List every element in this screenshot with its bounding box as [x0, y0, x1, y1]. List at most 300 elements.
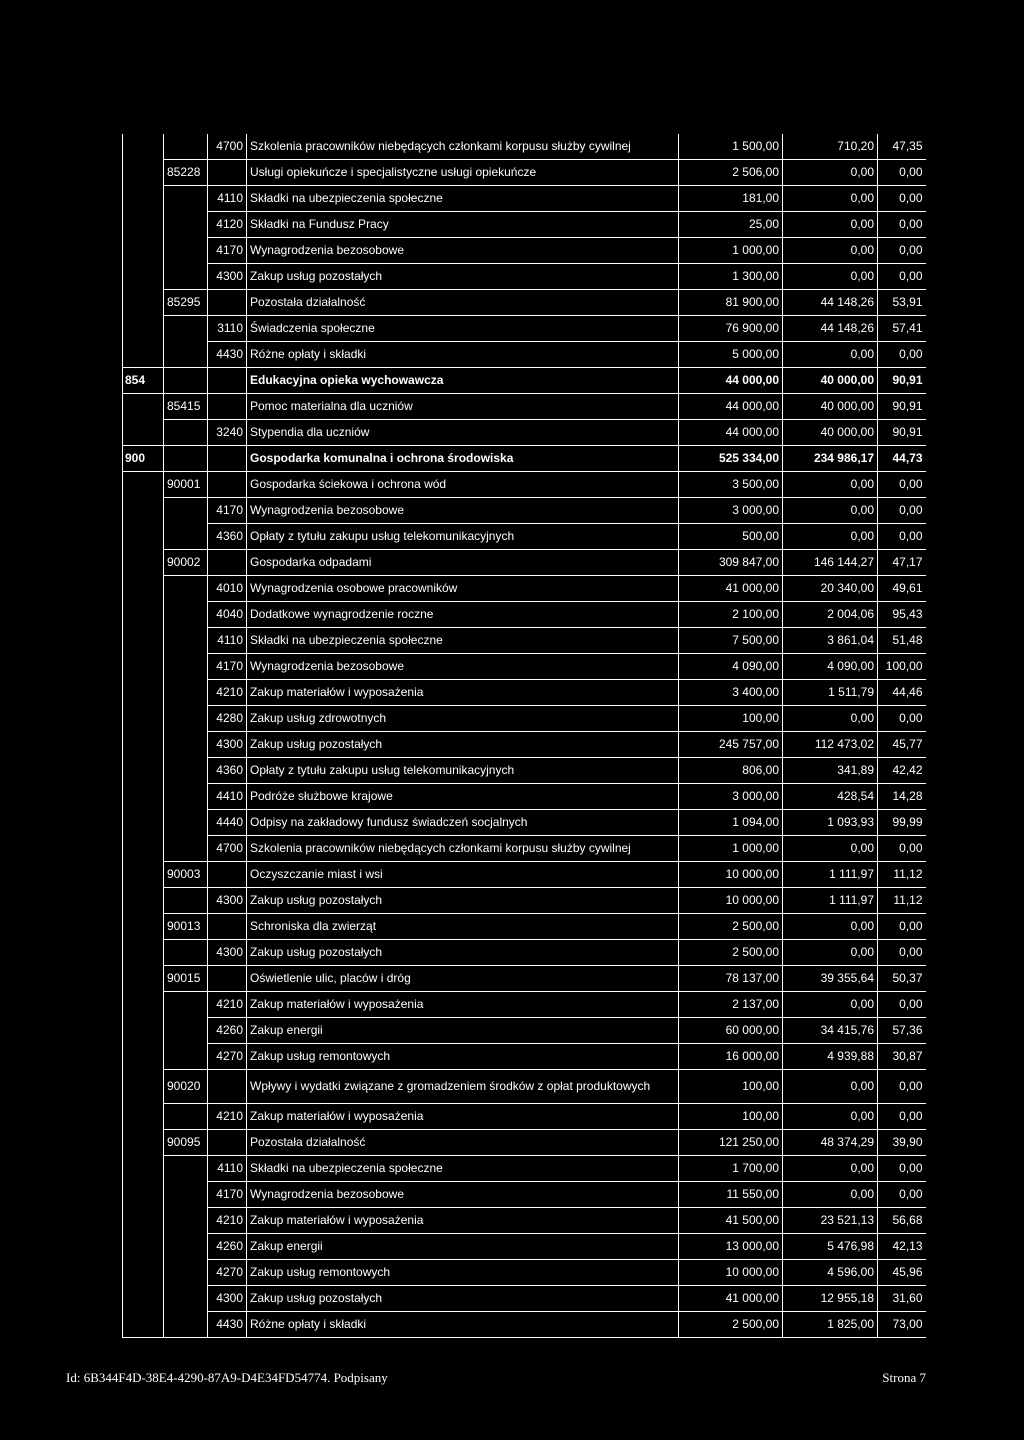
execution-cell: 0,00 [783, 524, 878, 550]
table-row [123, 1260, 926, 1286]
percent-cell: 44,73 [878, 446, 926, 472]
name-cell: Zakup energii [247, 1018, 679, 1044]
rozdzial-cell: 90003 [164, 862, 208, 888]
execution-cell: 0,00 [783, 992, 878, 1018]
name-cell: Zakup usług pozostałych [247, 1286, 679, 1312]
name-cell: Szkolenia pracowników niebędących członkami korpusu służby cywilnej [247, 134, 679, 160]
dzial-cell [123, 680, 164, 706]
chapter-row [123, 160, 926, 186]
percent-cell: 0,00 [878, 472, 926, 498]
percent-cell: 45,96 [878, 1260, 926, 1286]
table-row [123, 836, 926, 862]
plan-cell: 2 506,00 [679, 160, 783, 186]
dzial-cell [123, 290, 164, 316]
execution-cell: 0,00 [783, 472, 878, 498]
dzial-cell [123, 1130, 164, 1156]
dzial-cell [123, 862, 164, 888]
table-row [123, 576, 926, 602]
plan-cell: 806,00 [679, 758, 783, 784]
execution-cell: 40 000,00 [783, 394, 878, 420]
name-cell: Składki na ubezpieczenia społeczne [247, 628, 679, 654]
name-cell: Opłaty z tytułu zakupu usług telekomunikacyjnych [247, 524, 679, 550]
paragraf-cell: 4110 [208, 628, 247, 654]
rozdzial-cell: 85415 [164, 394, 208, 420]
percent-cell: 0,00 [878, 914, 926, 940]
page-number: Strona 7 [882, 1370, 926, 1385]
plan-cell: 44 000,00 [679, 420, 783, 446]
paragraf-cell: 4270 [208, 1260, 247, 1286]
percent-cell: 95,43 [878, 602, 926, 628]
dzial-cell [123, 212, 164, 238]
name-cell: Szkolenia pracowników niebędących członkami korpusu służby cywilnej [247, 836, 679, 862]
execution-cell: 39 355,64 [783, 966, 878, 992]
execution-cell: 0,00 [783, 914, 878, 940]
rozdzial-cell: 85228 [164, 160, 208, 186]
name-cell: Opłaty z tytułu zakupu usług telekomunikacyjnych [247, 758, 679, 784]
paragraf-cell: 4300 [208, 888, 247, 914]
percent-cell: 0,00 [878, 940, 926, 966]
rozdzial-cell [164, 316, 208, 342]
dzial-cell [123, 1104, 164, 1130]
rozdzial-cell: 90001 [164, 472, 208, 498]
rozdzial-cell [164, 784, 208, 810]
dzial-cell [123, 342, 164, 368]
budget-table [122, 134, 926, 1338]
dzial-cell [123, 1182, 164, 1208]
paragraf-cell [208, 394, 247, 420]
rozdzial-cell [164, 368, 208, 394]
rozdzial-cell [164, 940, 208, 966]
chapter-row [123, 1130, 926, 1156]
rozdzial-cell [164, 602, 208, 628]
execution-cell: 0,00 [783, 940, 878, 966]
chapter-row [123, 862, 926, 888]
paragraf-cell [208, 160, 247, 186]
execution-cell: 12 955,18 [783, 1286, 878, 1312]
plan-cell: 3 000,00 [679, 784, 783, 810]
dzial-cell [123, 914, 164, 940]
name-cell: Zakup usług remontowych [247, 1044, 679, 1070]
paragraf-cell: 4210 [208, 1104, 247, 1130]
name-cell: Schroniska dla zwierząt [247, 914, 679, 940]
execution-cell: 0,00 [783, 706, 878, 732]
name-cell: Zakup materiałów i wyposażenia [247, 992, 679, 1018]
paragraf-cell [208, 1070, 247, 1104]
paragraf-cell: 4300 [208, 1286, 247, 1312]
name-cell: Różne opłaty i składki [247, 1312, 679, 1338]
name-cell: Wynagrodzenia bezosobowe [247, 238, 679, 264]
dzial-cell [123, 1018, 164, 1044]
plan-cell: 44 000,00 [679, 394, 783, 420]
rozdzial-cell [164, 342, 208, 368]
percent-cell: 39,90 [878, 1130, 926, 1156]
name-cell: Składki na Fundusz Pracy [247, 212, 679, 238]
dzial-cell [123, 1156, 164, 1182]
rozdzial-cell [164, 888, 208, 914]
percent-cell: 56,68 [878, 1208, 926, 1234]
rozdzial-cell [164, 628, 208, 654]
plan-cell: 309 847,00 [679, 550, 783, 576]
chapter-row [123, 290, 926, 316]
paragraf-cell: 4040 [208, 602, 247, 628]
percent-cell: 0,00 [878, 186, 926, 212]
percent-cell: 100,00 [878, 654, 926, 680]
paragraf-cell: 4280 [208, 706, 247, 732]
table-row [123, 1208, 926, 1234]
name-cell: Zakup energii [247, 1234, 679, 1260]
plan-cell: 78 137,00 [679, 966, 783, 992]
execution-cell: 146 144,27 [783, 550, 878, 576]
plan-cell: 3 400,00 [679, 680, 783, 706]
percent-cell: 0,00 [878, 342, 926, 368]
paragraf-cell: 4170 [208, 1182, 247, 1208]
dzial-cell [123, 394, 164, 420]
rozdzial-cell: 90013 [164, 914, 208, 940]
plan-cell: 2 500,00 [679, 1312, 783, 1338]
execution-cell: 48 374,29 [783, 1130, 878, 1156]
plan-cell: 5 000,00 [679, 342, 783, 368]
dzial-cell [123, 550, 164, 576]
name-cell: Edukacyjna opieka wychowawcza [247, 368, 679, 394]
paragraf-cell [208, 966, 247, 992]
execution-cell: 40 000,00 [783, 368, 878, 394]
name-cell: Różne opłaty i składki [247, 342, 679, 368]
table-row [123, 810, 926, 836]
name-cell: Pomoc materialna dla uczniów [247, 394, 679, 420]
dzial-cell [123, 1286, 164, 1312]
name-cell: Usługi opiekuńcze i specjalistyczne usługi opiekuńcze [247, 160, 679, 186]
table-row [123, 264, 926, 290]
chapter-row [123, 914, 926, 940]
rozdzial-cell [164, 446, 208, 472]
dzial-cell [123, 498, 164, 524]
rozdzial-cell [164, 420, 208, 446]
paragraf-cell: 4110 [208, 186, 247, 212]
execution-cell: 4 939,88 [783, 1044, 878, 1070]
percent-cell: 49,61 [878, 576, 926, 602]
dzial-cell [123, 940, 164, 966]
plan-cell: 245 757,00 [679, 732, 783, 758]
plan-cell: 100,00 [679, 1104, 783, 1130]
table-row [123, 706, 926, 732]
name-cell: Stypendia dla uczniów [247, 420, 679, 446]
section-row [123, 446, 926, 472]
name-cell: Wynagrodzenia bezosobowe [247, 654, 679, 680]
paragraf-cell: 4300 [208, 264, 247, 290]
plan-cell: 100,00 [679, 706, 783, 732]
paragraf-cell: 4270 [208, 1044, 247, 1070]
name-cell: Oczyszczanie miast i wsi [247, 862, 679, 888]
plan-cell: 3 500,00 [679, 472, 783, 498]
chapter-row [123, 1070, 926, 1104]
table-row [123, 758, 926, 784]
execution-cell: 112 473,02 [783, 732, 878, 758]
paragraf-cell: 4300 [208, 940, 247, 966]
table-row [123, 1044, 926, 1070]
paragraf-cell [208, 472, 247, 498]
paragraf-cell: 4210 [208, 992, 247, 1018]
rozdzial-cell [164, 1234, 208, 1260]
execution-cell: 428,54 [783, 784, 878, 810]
name-cell: Zakup usług pozostałych [247, 732, 679, 758]
percent-cell: 0,00 [878, 160, 926, 186]
execution-cell: 2 004,06 [783, 602, 878, 628]
percent-cell: 51,48 [878, 628, 926, 654]
dzial-cell [123, 1070, 164, 1104]
execution-cell: 0,00 [783, 238, 878, 264]
paragraf-cell: 4430 [208, 342, 247, 368]
execution-cell: 34 415,76 [783, 1018, 878, 1044]
paragraf-cell [208, 290, 247, 316]
paragraf-cell: 4170 [208, 654, 247, 680]
rozdzial-cell [164, 1104, 208, 1130]
plan-cell: 1 000,00 [679, 238, 783, 264]
dzial-cell [123, 186, 164, 212]
plan-cell: 11 550,00 [679, 1182, 783, 1208]
paragraf-cell [208, 1130, 247, 1156]
table-row [123, 1286, 926, 1312]
execution-cell: 1 111,97 [783, 862, 878, 888]
rozdzial-cell [164, 758, 208, 784]
execution-cell: 0,00 [783, 1182, 878, 1208]
paragraf-cell: 4700 [208, 134, 247, 160]
plan-cell: 81 900,00 [679, 290, 783, 316]
rozdzial-cell [164, 992, 208, 1018]
plan-cell: 121 250,00 [679, 1130, 783, 1156]
rozdzial-cell [164, 1156, 208, 1182]
percent-cell: 11,12 [878, 888, 926, 914]
name-cell: Wpływy i wydatki związane z gromadzeniem środków z opłat produktowych [247, 1070, 679, 1104]
paragraf-cell: 4260 [208, 1018, 247, 1044]
plan-cell: 1 300,00 [679, 264, 783, 290]
budget-table-body [123, 134, 926, 1338]
dzial-cell [123, 1044, 164, 1070]
name-cell: Zakup materiałów i wyposażenia [247, 680, 679, 706]
plan-cell: 10 000,00 [679, 1260, 783, 1286]
dzial-cell [123, 472, 164, 498]
execution-cell: 0,00 [783, 160, 878, 186]
name-cell: Pozostała działalność [247, 290, 679, 316]
dzial-cell [123, 1260, 164, 1286]
rozdzial-cell [164, 524, 208, 550]
paragraf-cell: 4430 [208, 1312, 247, 1338]
execution-cell: 5 476,98 [783, 1234, 878, 1260]
execution-cell: 0,00 [783, 1104, 878, 1130]
paragraf-cell: 4210 [208, 680, 247, 706]
plan-cell: 44 000,00 [679, 368, 783, 394]
dzial-cell [123, 134, 164, 160]
rozdzial-cell [164, 1286, 208, 1312]
rozdzial-cell [164, 134, 208, 160]
dzial-cell [123, 966, 164, 992]
dzial-cell [123, 576, 164, 602]
plan-cell: 500,00 [679, 524, 783, 550]
plan-cell: 76 900,00 [679, 316, 783, 342]
percent-cell: 73,00 [878, 1312, 926, 1338]
execution-cell: 0,00 [783, 342, 878, 368]
name-cell: Składki na ubezpieczenia społeczne [247, 186, 679, 212]
percent-cell: 90,91 [878, 420, 926, 446]
dzial-cell [123, 160, 164, 186]
name-cell: Wynagrodzenia bezosobowe [247, 498, 679, 524]
execution-cell: 1 111,97 [783, 888, 878, 914]
execution-cell: 44 148,26 [783, 316, 878, 342]
plan-cell: 4 090,00 [679, 654, 783, 680]
dzial-cell [123, 1234, 164, 1260]
name-cell: Oświetlenie ulic, placów i dróg [247, 966, 679, 992]
paragraf-cell: 4360 [208, 524, 247, 550]
execution-cell: 1 511,79 [783, 680, 878, 706]
rozdzial-cell [164, 732, 208, 758]
paragraf-cell: 4700 [208, 836, 247, 862]
name-cell: Wynagrodzenia osobowe pracowników [247, 576, 679, 602]
table-row [123, 602, 926, 628]
name-cell: Pozostała działalność [247, 1130, 679, 1156]
paragraf-cell [208, 446, 247, 472]
plan-cell: 41 000,00 [679, 1286, 783, 1312]
name-cell: Zakup usług pozostałych [247, 264, 679, 290]
name-cell: Dodatkowe wynagrodzenie roczne [247, 602, 679, 628]
dzial-cell: 854 [123, 368, 164, 394]
table-row [123, 316, 926, 342]
plan-cell: 2 500,00 [679, 940, 783, 966]
paragraf-cell: 4110 [208, 1156, 247, 1182]
dzial-cell [123, 836, 164, 862]
execution-cell: 23 521,13 [783, 1208, 878, 1234]
execution-cell: 341,89 [783, 758, 878, 784]
percent-cell: 42,13 [878, 1234, 926, 1260]
paragraf-cell: 4120 [208, 212, 247, 238]
percent-cell: 0,00 [878, 498, 926, 524]
percent-cell: 0,00 [878, 992, 926, 1018]
plan-cell: 2 137,00 [679, 992, 783, 1018]
name-cell: Składki na ubezpieczenia społeczne [247, 1156, 679, 1182]
paragraf-cell: 3110 [208, 316, 247, 342]
plan-cell: 1 700,00 [679, 1156, 783, 1182]
name-cell: Gospodarka komunalna i ochrona środowiska [247, 446, 679, 472]
plan-cell: 1 094,00 [679, 810, 783, 836]
table-row [123, 680, 926, 706]
paragraf-cell [208, 914, 247, 940]
rozdzial-cell [164, 264, 208, 290]
plan-cell: 10 000,00 [679, 888, 783, 914]
chapter-row [123, 472, 926, 498]
paragraf-cell: 4210 [208, 1208, 247, 1234]
table-row [123, 420, 926, 446]
execution-cell: 234 986,17 [783, 446, 878, 472]
paragraf-cell: 3240 [208, 420, 247, 446]
table-row [123, 784, 926, 810]
table-row [123, 1182, 926, 1208]
name-cell: Zakup usług pozostałych [247, 940, 679, 966]
table-row [123, 498, 926, 524]
table-row [123, 628, 926, 654]
rozdzial-cell [164, 498, 208, 524]
rozdzial-cell [164, 1208, 208, 1234]
execution-cell: 1 825,00 [783, 1312, 878, 1338]
dzial-cell [123, 758, 164, 784]
document-id: Id: 6B344F4D-38E4-4290-87A9-D4E34FD54774. Podpisany [66, 1370, 388, 1385]
plan-cell: 100,00 [679, 1070, 783, 1104]
table-row [123, 1234, 926, 1260]
rozdzial-cell [164, 654, 208, 680]
plan-cell: 3 000,00 [679, 498, 783, 524]
execution-cell: 1 093,93 [783, 810, 878, 836]
percent-cell: 0,00 [878, 1104, 926, 1130]
table-row [123, 940, 926, 966]
rozdzial-cell [164, 576, 208, 602]
execution-cell: 0,00 [783, 836, 878, 862]
execution-cell: 4 090,00 [783, 654, 878, 680]
paragraf-cell: 4410 [208, 784, 247, 810]
paragraf-cell: 4260 [208, 1234, 247, 1260]
paragraf-cell: 4010 [208, 576, 247, 602]
execution-cell: 0,00 [783, 1070, 878, 1104]
rozdzial-cell [164, 1044, 208, 1070]
dzial-cell [123, 420, 164, 446]
table-row [123, 654, 926, 680]
rozdzial-cell [164, 212, 208, 238]
percent-cell: 14,28 [878, 784, 926, 810]
percent-cell: 11,12 [878, 862, 926, 888]
name-cell: Świadczenia społeczne [247, 316, 679, 342]
dzial-cell [123, 654, 164, 680]
execution-cell: 3 861,04 [783, 628, 878, 654]
dzial-cell [123, 316, 164, 342]
chapter-row [123, 550, 926, 576]
table-row [123, 1156, 926, 1182]
rozdzial-cell: 90015 [164, 966, 208, 992]
execution-cell: 4 596,00 [783, 1260, 878, 1286]
table-row [123, 134, 926, 160]
dzial-cell [123, 238, 164, 264]
percent-cell: 57,36 [878, 1018, 926, 1044]
percent-cell: 90,91 [878, 394, 926, 420]
rozdzial-cell [164, 1182, 208, 1208]
plan-cell: 16 000,00 [679, 1044, 783, 1070]
rozdzial-cell: 90020 [164, 1070, 208, 1104]
percent-cell: 47,17 [878, 550, 926, 576]
plan-cell: 13 000,00 [679, 1234, 783, 1260]
plan-cell: 2 500,00 [679, 914, 783, 940]
rozdzial-cell: 90095 [164, 1130, 208, 1156]
percent-cell: 42,42 [878, 758, 926, 784]
percent-cell: 31,60 [878, 1286, 926, 1312]
plan-cell: 1 500,00 [679, 134, 783, 160]
rozdzial-cell: 85295 [164, 290, 208, 316]
dzial-cell [123, 1312, 164, 1338]
dzial-cell [123, 888, 164, 914]
rozdzial-cell: 90002 [164, 550, 208, 576]
plan-cell: 181,00 [679, 186, 783, 212]
paragraf-cell: 4170 [208, 238, 247, 264]
plan-cell: 41 500,00 [679, 1208, 783, 1234]
execution-cell: 0,00 [783, 1156, 878, 1182]
table-row [123, 1018, 926, 1044]
percent-cell: 57,41 [878, 316, 926, 342]
chapter-row [123, 394, 926, 420]
table-row [123, 888, 926, 914]
percent-cell: 0,00 [878, 212, 926, 238]
name-cell: Zakup usług remontowych [247, 1260, 679, 1286]
plan-cell: 25,00 [679, 212, 783, 238]
percent-cell: 0,00 [878, 1156, 926, 1182]
paragraf-cell [208, 368, 247, 394]
name-cell: Wynagrodzenia bezosobowe [247, 1182, 679, 1208]
plan-cell: 1 000,00 [679, 836, 783, 862]
execution-cell: 40 000,00 [783, 420, 878, 446]
dzial-cell [123, 628, 164, 654]
